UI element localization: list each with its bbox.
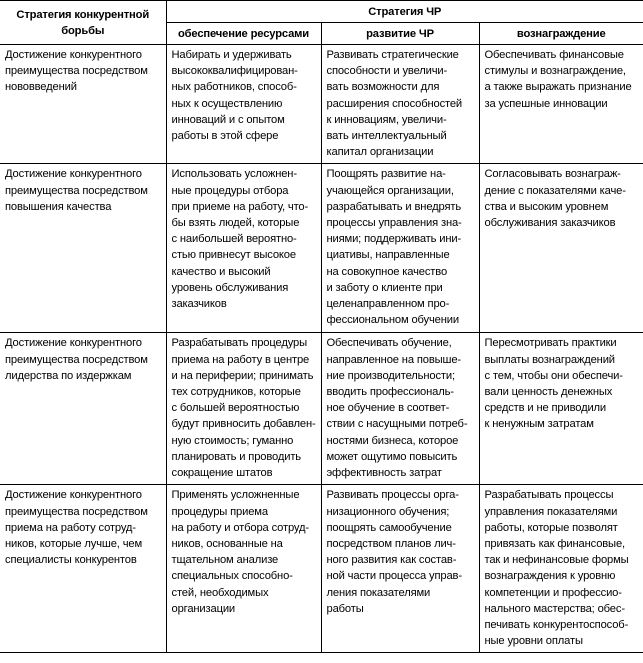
header-competitive-strategy (0, 1, 166, 45)
cell-text-line: направленное на повыше- (326, 353, 461, 366)
table-body (0, 45, 643, 653)
cell-text-line: и на периферии; принимать (171, 369, 314, 382)
cell-resourcing (166, 333, 321, 485)
table-row (0, 333, 643, 485)
cell-text-line: целенаправленном про- (326, 298, 450, 311)
cell-text-line: так и нефинансовые формы (484, 554, 629, 567)
cell-text-line: Набирать и удерживать (171, 49, 292, 61)
cell-text-line: к ненужным затратам (484, 418, 594, 431)
cell-text-line: на совокупное качество (326, 265, 448, 278)
cell-text-line: и заботу о клиенте при (326, 281, 443, 294)
cell-text-line: вать возможности для (326, 81, 440, 94)
cell-resourcing (166, 485, 321, 653)
cell-text-line: ных работников, способ- (171, 81, 297, 94)
cell-text-line: эффективность затрат (326, 467, 442, 480)
cell-text-line: приема на работу сотруд- (5, 521, 136, 534)
cell-text-line: преимущества посредством (5, 505, 148, 518)
cell-text-line: Поощрять развитие на- (326, 168, 446, 181)
cell-text-line: ные уровни оплаты (484, 635, 583, 648)
header-row-top (0, 1, 643, 23)
cell-text-line: привязать как финансовые, (484, 538, 625, 551)
cell-text-line: посредством планов лич- (326, 538, 456, 551)
cell-competitive-strategy (0, 333, 166, 485)
header-col-development: развитие ЧР (321, 23, 479, 45)
cell-competitive-strategy (0, 485, 166, 653)
cell-competitive-strategy (0, 45, 166, 164)
header-hr-strategy: Стратегия ЧР (166, 1, 643, 23)
cell-text-line: поощрять самообучение (326, 521, 452, 534)
cell-text-line: работы в этой сфере (171, 130, 279, 143)
cell-text-line: обслуживания заказчиков (484, 217, 616, 230)
table-header (0, 1, 643, 45)
cell-text-line: Пересмотривать практики (484, 337, 617, 350)
cell-text-line: ствии с насущными потреб- (326, 418, 468, 431)
cell-text-line: ства и высоким уровнем (484, 200, 609, 213)
header-corner-line: борьбы (61, 24, 105, 37)
cell-text-line: ной части процесса управ- (326, 570, 462, 583)
cell-text-line: специальных способно- (171, 570, 293, 583)
cell-text-line: приема на работу в центре (171, 353, 310, 366)
cell-reward (479, 333, 643, 485)
cell-text-line: а также выражать признание (484, 81, 632, 94)
cell-text-line: процедуры приема (171, 505, 268, 518)
cell-text-line: способности и увеличи- (326, 65, 448, 78)
cell-text-line: работы (326, 602, 364, 615)
cell-resourcing (166, 164, 321, 333)
cell-text-line: низационного обучения; (326, 505, 450, 518)
cell-text-line: вводить профессиональ- (326, 386, 454, 399)
cell-text-line: нововведений (5, 81, 77, 94)
cell-text-line: с тем, чтобы они обеспечи- (484, 369, 623, 382)
cell-text-line: вать интеллектуальный (326, 130, 447, 143)
cell-text-line: стей, необходимых (171, 586, 269, 599)
cell-text-line: капитал организации (326, 146, 434, 159)
cell-text-line: дение с показателями каче- (484, 184, 626, 197)
cell-text-line: преимущества посредством (5, 65, 148, 78)
cell-text-line: Достижение конкурентного (5, 49, 142, 61)
cell-text-line: ниями; поддерживать ини- (326, 233, 462, 246)
cell-text-line: вознаграждения к уровню (484, 570, 616, 583)
cell-text-line: нального мастерства; обес- (484, 602, 625, 615)
cell-competitive-strategy (0, 164, 166, 333)
cell-text-line: Развивать процессы орга- (326, 489, 459, 502)
cell-text-line: Развивать стратегические (326, 49, 459, 61)
cell-text-line: с большей вероятностью (171, 402, 300, 415)
cell-text-line: ние производительности; (326, 369, 455, 382)
cell-reward (479, 485, 643, 653)
cell-text-line: учающейся организации, (326, 184, 454, 197)
cell-text-line: стимулы и вознаграждение, (484, 65, 626, 78)
cell-text-line: лидерства по издержкам (5, 369, 132, 382)
cell-text-line: ного развития как состав- (326, 554, 457, 567)
cell-text-line: при приеме на работу, что- (171, 200, 309, 213)
cell-text-line: может ощутимо повысить (326, 450, 458, 463)
cell-text-line: заказчиков (171, 298, 227, 311)
cell-text-line: Применять усложненные (171, 489, 300, 502)
cell-text-line: ное обучение в соответ- (326, 402, 450, 415)
cell-text-line: расширения способностей (326, 97, 463, 110)
cell-text-line: ных к осуществлению (171, 97, 283, 110)
cell-text-line: качество и высокий (171, 265, 271, 278)
cell-text-line: ные процедуры отбора (171, 184, 289, 197)
cell-text-line: на работу и отбора сотруд- (171, 521, 309, 534)
cell-text-line: повышения качества (5, 200, 112, 213)
cell-text-line: циативы, направленные (326, 249, 450, 262)
cell-text-line: сокращение штатов (171, 467, 273, 480)
cell-text-line: уровень обслуживания (171, 281, 289, 294)
cell-development (321, 45, 479, 164)
cell-text-line: высококвалифицирован- (171, 65, 298, 78)
cell-text-line: тщательном анализе (171, 554, 279, 567)
cell-text-line: ную стоимость; гуманно (171, 434, 294, 447)
cell-text-line: Достижение конкурентного (5, 168, 142, 181)
cell-development (321, 164, 479, 333)
cell-text-line: управления показателями (484, 505, 618, 518)
cell-text-line: Обеспечивать финансовые (484, 49, 624, 61)
table-row (0, 164, 643, 333)
cell-text-line: тех сотрудников, которые (171, 386, 301, 399)
cell-text-line: печивать конкурентоспособ- (484, 619, 629, 632)
cell-text-line: Достижение конкурентного (5, 489, 142, 502)
cell-text-line: Согласовывать вознаграж- (484, 168, 621, 181)
cell-text-line: планировать и проводить (171, 450, 301, 463)
cell-text-line: средств и не приводили (484, 402, 607, 415)
cell-text-line: разрабатывать и внедрять (326, 200, 462, 213)
cell-text-line: Достижение конкурентного (5, 337, 142, 350)
cell-text-line: будут привносить добавлен- (171, 418, 316, 431)
cell-reward (479, 45, 643, 164)
cell-text-line: с наибольшей вероятно- (171, 233, 297, 246)
cell-text-line: Использовать усложнен- (171, 168, 297, 181)
cell-text-line: преимущества посредством (5, 353, 148, 366)
cell-text-line: Разрабатывать процедуры (171, 337, 307, 350)
cell-text-line: за успешные инновации (484, 97, 608, 110)
cell-text-line: Обеспечивать обучение, (326, 337, 452, 350)
cell-text-line: ников, которые лучше, чем (5, 538, 142, 551)
cell-text-line: ления показателями (326, 586, 431, 599)
header-col-resourcing: обеспечение ресурсами (166, 23, 321, 45)
cell-text-line: стью привнесут высокое (171, 249, 296, 262)
cell-text-line: фессиональном обучении (326, 314, 459, 327)
table-row (0, 45, 643, 164)
cell-text-line: процессы управления зна- (326, 217, 462, 230)
cell-text-line: инноваций и с опытом (171, 113, 285, 126)
table-row (0, 485, 643, 653)
cell-text-line: вали ценность денежных (484, 386, 613, 399)
cell-text-line: ностями бизнеса, которое (326, 434, 459, 447)
cell-text-line: компетенции и профессио- (484, 586, 622, 599)
cell-text-line: специалисты конкурентов (5, 554, 137, 567)
cell-text-line: ников, основанные на (171, 538, 283, 551)
cell-text-line: выплаты вознаграждений (484, 353, 615, 366)
cell-text-line: бы взять людей, которые (171, 217, 300, 230)
cell-development (321, 485, 479, 653)
cell-resourcing (166, 45, 321, 164)
cell-text-line: организации (171, 602, 236, 615)
cell-text-line: к инновациям, увеличи- (326, 113, 447, 126)
cell-text-line: работы, которые позволят (484, 521, 618, 534)
cell-text-line: преимущества посредством (5, 184, 148, 197)
cell-reward (479, 164, 643, 333)
header-corner-line: Стратегия конкурентной (16, 8, 150, 21)
cell-text-line: Разрабатывать процессы (484, 489, 614, 502)
cell-development (321, 333, 479, 485)
header-col-reward: вознаграждение (479, 23, 643, 45)
